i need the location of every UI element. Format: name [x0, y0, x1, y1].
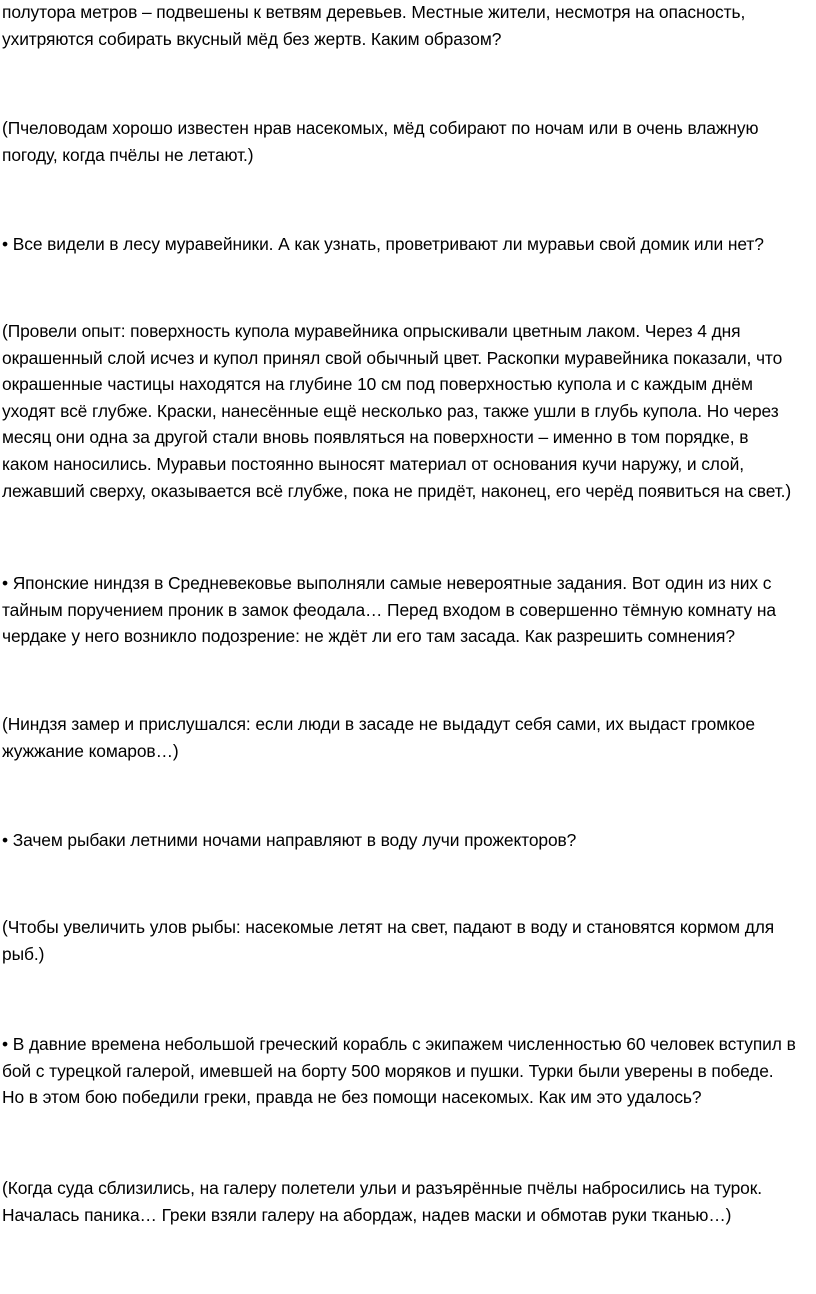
text-line: месяц они одна за другой стали вновь появляться на поверхности – именно в том порядке, в	[2, 427, 749, 448]
text-line: лежавший сверху, оказывается всё глубже, пока не придёт, наконец, его черёд появиться на свет.)	[2, 480, 792, 501]
text-line: уходят всё глубже. Краски, нанесённые ещё несколько раз, также ушли в глубь купола. Но через	[2, 400, 779, 421]
text-line: (Пчеловодам хорошо известен нрав насекомых, мёд собирают по ночам или в очень влажную	[2, 118, 759, 138]
text-line: окрашенные частицы находятся на глубине 10 см под поверхностью купола и с каждым днём	[2, 374, 753, 395]
text-line: полутора метров – подвешены к ветвям деревьев. Местные жители, несмотря на опасность,	[2, 2, 746, 22]
text-line: (Чтобы увеличить улов рыбы: насекомые летят на свет, падают в воду и становятся кормом для	[2, 917, 775, 937]
text-line: • Зачем рыбаки летними ночами направляют в воду лучи прожекторов?	[2, 830, 577, 850]
text-line: • Японские ниндзя в Средневековье выполняли самые невероятные задания. Вот один из них с	[2, 573, 772, 593]
text-line: жужжание комаров…)	[2, 740, 179, 761]
text-line: чердаке у него возникло подозрение: не ждёт ли его там засада. Как разрешить сомнения?	[2, 626, 735, 647]
paragraph-question-ninja	[2, 570, 814, 650]
paragraph-question-greek-ship	[2, 1031, 814, 1111]
text-line: • Все видели в лесу муравейники. А как узнать, проветривают ли муравьи свой домик или нет?	[2, 234, 764, 254]
text-line: Но в этом бою победили греки, правда не без помощи насекомых. Как им это удалось?	[2, 1087, 702, 1108]
paragraph-question-fishermen	[2, 827, 814, 854]
text-line: каком наносились. Муравьи постоянно выносят материал от основания кучи наружу, и слой,	[2, 453, 744, 474]
paragraph-question-anthill	[2, 231, 814, 258]
text-line: • В давние времена небольшой греческий корабль с экипажем численностью 60 человек вступил в	[2, 1034, 796, 1054]
paragraph-answer-greek-ship	[2, 1175, 814, 1228]
text-line: тайным поручением проник в замок феодала… Перед входом в совершенно тёмную комнату на	[2, 599, 776, 620]
paragraph-answer-bees	[2, 115, 814, 168]
text-line: погоду, когда пчёлы не летают.)	[2, 144, 254, 165]
text-line: бой с турецкой галерой, имевшей на борту 500 моряков и пушки. Турки были уверены в победе.	[2, 1060, 774, 1081]
paragraph-answer-fishermen	[2, 914, 814, 967]
text-line: Началась паника… Греки взяли галеру на абордаж, надев маски и обмотав руки тканью…)	[2, 1204, 732, 1225]
text-line: (Ниндзя замер и прислушался: если люди в засаде не выдадут себя сами, их выдаст громкое	[2, 714, 755, 734]
text-line: (Провели опыт: поверхность купола муравейника опрыскивали цветным лаком. Через 4 дня	[2, 321, 741, 341]
text-line: (Когда суда сблизились, на галеру полетели ульи и разъярённые пчёлы набросились на турок.	[2, 1178, 762, 1198]
text-line: окрашенный слой исчез и купол принял свой обычный цвет. Раскопки муравейника показали, что	[2, 347, 783, 368]
paragraph-intro-continuation	[2, 0, 814, 52]
text-line: ухитряются собирать вкусный мёд без жертв. Каким образом?	[2, 28, 502, 49]
paragraph-answer-anthill	[2, 318, 814, 504]
paragraph-answer-ninja	[2, 711, 814, 764]
text-line: рыб.)	[2, 943, 45, 964]
